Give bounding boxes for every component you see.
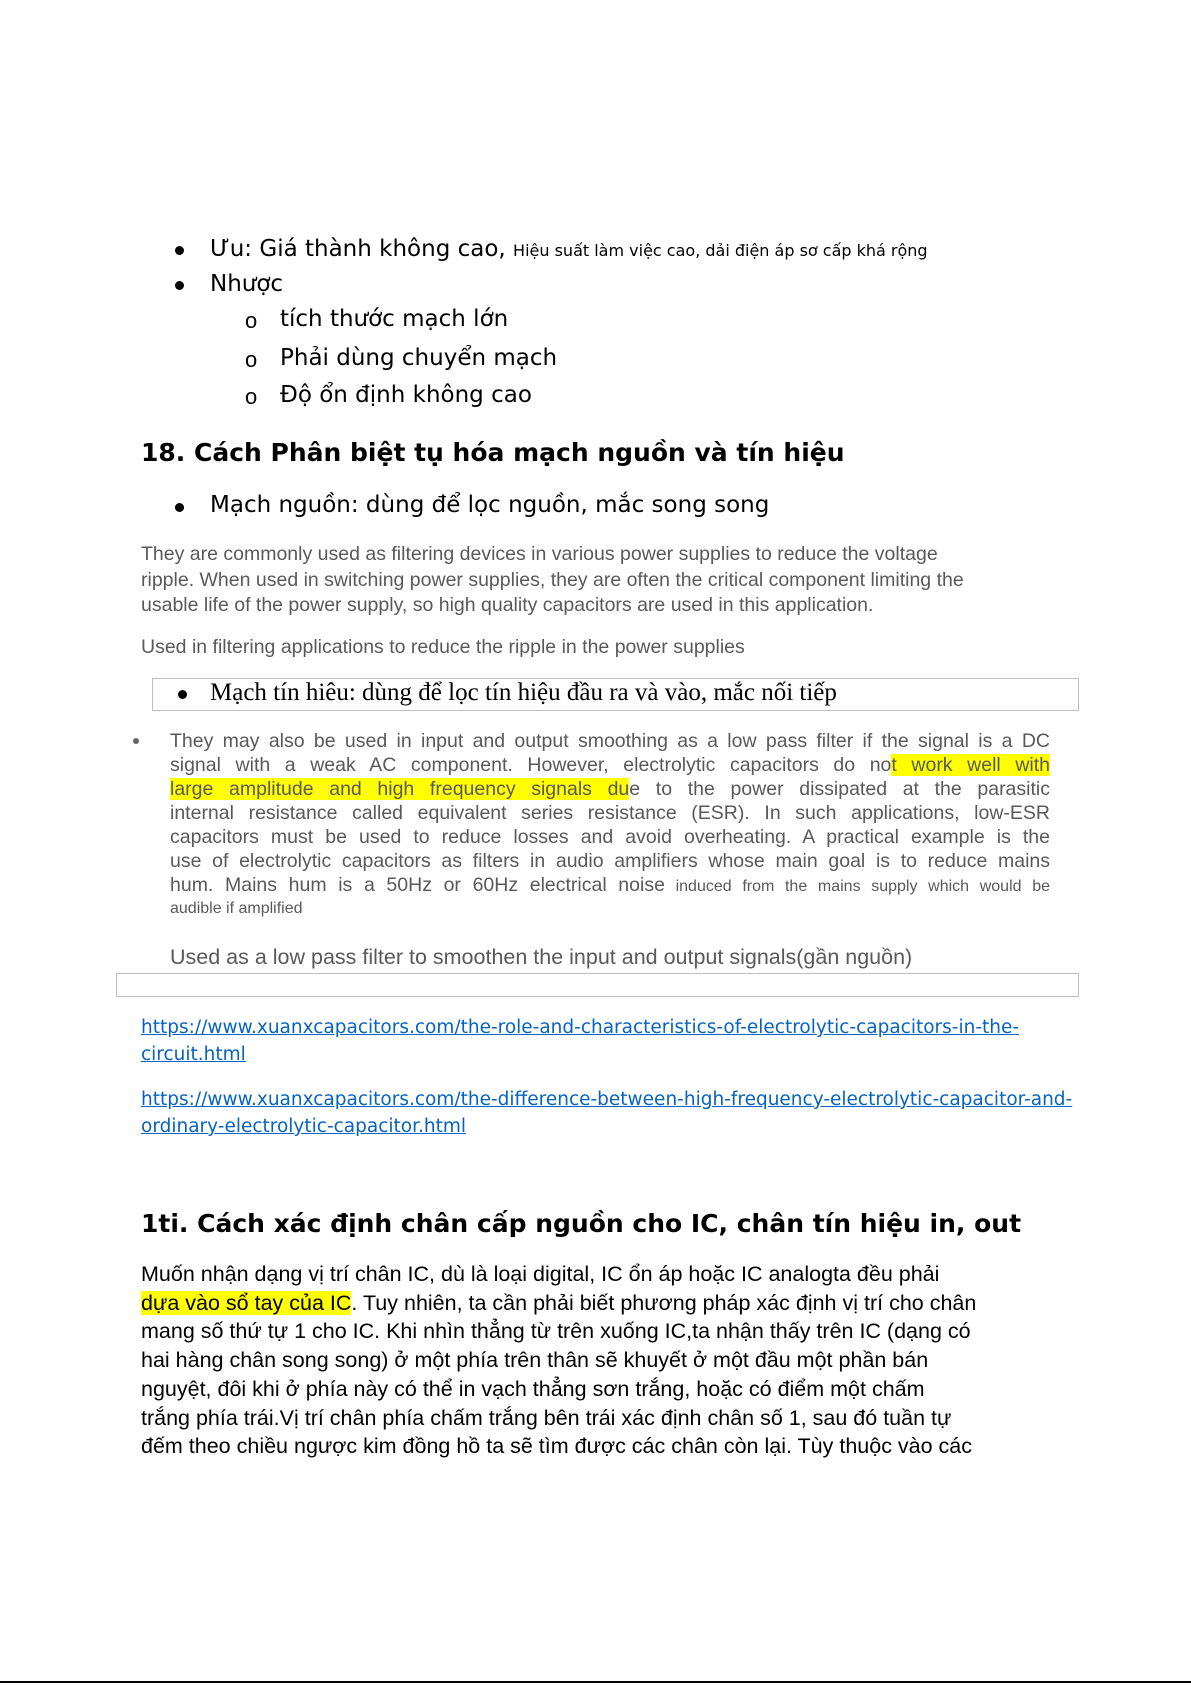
cons-item: Độ ổn định không cao: [280, 382, 532, 408]
signal-summary: Used as a low pass filter to smoothen the input and output signals(gần nguồn): [170, 945, 913, 969]
circle-bullet-icon: o: [245, 308, 258, 333]
cons-item: tích thước mạch lớn: [280, 306, 509, 332]
highlighted-text: dựa vào sổ tay của IC: [141, 1290, 352, 1315]
circle-bullet-icon: o: [245, 347, 258, 372]
bullet-dot: [133, 738, 139, 744]
power-paragraph: They are commonly used as filtering devices in various power supplies to reduce the voltage ripple. When used in switching power supplies, they are often the critical component limiting the usable life of the power supply, so high quality capacitors are used in this application.: [141, 543, 964, 616]
cons-item: Phải dùng chuyển mạch: [280, 345, 558, 371]
cons-label: Nhược: [210, 271, 284, 297]
pros-label: Ưu: Giá thành không cao,: [210, 236, 506, 262]
power-summary: Used in filtering applications to reduce the ripple in the power supplies: [141, 636, 745, 658]
signal-bullet: Mạch tín hiêu: dùng để lọc tín hiệu đầu ra và vào, mắc nối tiếp: [210, 679, 837, 706]
signal-paragraph: They may also be used in input and output smoothing as a low pass filter if the signal is a DC signal with a weak AC component. However, electrolytic capacitors do not work well with large amplitude and high frequency signals due to the power dissipated at the parasitic internal resistance called equivalent series resistance (ESR). In such applications, low-ESR capacitors must be used to reduce losses and avoid overheating. A practical example is the use of electrolytic capacitors as filters in audio amplifiers whose main goal is to reduce mains hum. Mains hum is a 50Hz or 60Hz electrical noise induced from the mains supply which would be audible if amplified: [170, 730, 1050, 917]
highlighted-text: t work well with: [891, 754, 1050, 776]
pros-detail: Hiệu suất làm việc cao, dải điện áp sơ cấp khá rộng: [513, 241, 928, 260]
section-18-heading: 18. Cách Phân biệt tụ hóa mạch nguồn và tín hiệu: [141, 438, 845, 467]
reference-link-1[interactable]: https://www.xuanxcapacitors.com/the-role-and-characteristics-of-electrolytic-capacitors-in-the- circuit.html: [141, 1017, 1020, 1065]
section-19-heading: 1ti. Cách xác định chân cấp nguồn cho IC, chân tín hiệu in, out: [141, 1209, 1022, 1238]
circle-bullet-icon: o: [245, 384, 258, 409]
reference-link-2[interactable]: https://www.xuanxcapacitors.com/the-difference-between-high-frequency-electrolytic-capacitor-and- ordinary-electrolytic-capacitor.html: [141, 1089, 1073, 1137]
pros-line: [210, 236, 928, 262]
bullet-dot: [175, 503, 184, 512]
section-19-paragraph: Muốn nhận dạng vị trí chân IC, dù là loại digital, IC ổn áp hoặc IC analogta đều phải dựa vào sổ tay của IC. Tuy nhiên, ta cần phải biết phương pháp xác định vị trí cho chân mang số thứ tự 1 cho IC. Khi nhìn thẳng từ trên xuống IC,ta nhận thấy trên IC (dạng có hai hàng chân song song) ở một phía trên thân sẽ khuyết ở một đầu một phần bán nguyệt, đôi khi ở phía này có thể in vạch thẳng sơn trắng, hoặc có điểm một chấm trắng phía trái.Vị trí chân phía chấm trắng bên trái xác định chân số 1, sau đó tuần tự đếm theo chiều ngược kim đồng hồ ta sẽ tìm được các chân còn lại. Tùy thuộc vào các: [141, 1262, 977, 1459]
page-bottom-rule: [0, 1681, 1191, 1683]
bullet-dot: [175, 281, 184, 290]
bullet-dot: [178, 690, 187, 699]
divider-box: [116, 973, 1079, 997]
highlighted-text: large amplitude and high frequency signals du: [170, 778, 630, 800]
bullet-dot: [175, 246, 184, 255]
power-bullet: Mạch nguồn: dùng để lọc nguồn, mắc song song: [210, 492, 770, 518]
